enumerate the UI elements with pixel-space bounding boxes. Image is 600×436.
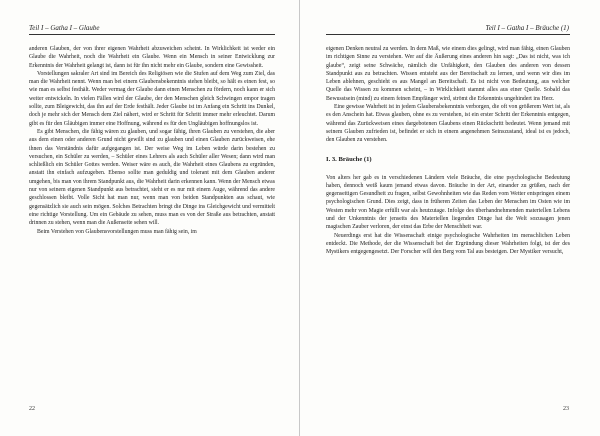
paragraph: Es gibt Menschen, die fähig wären zu glauben, und sogar fähig, ihren Glauben zu verstehen, die aber aus dem einen oder anderen Grund nicht gewillt sind zu glauben und einen Glauben zurückweisen, ehe ihnen das Verständnis dafür aufgegangen ist. Der weise Weg im Leben würde darin bestehen zu versuchen, ein Schüler zu werden, – Schüler eines Lehrers als auch Schüler aller Wesen; dann wird man schließlich ein Schüler Gottes werden. Weiser wäre es auch, die Wahrheit eines Glaubens zu ergründen, anstatt ihn einfach aufzugeben. Ebenso sollte man geduldig und tolerant mit dem Glauben anderer umgehen, bis man von ihrem Standpunkt aus, die Wahrheit darin erkennen kann. Wenn der Mensch etwas nur von seinem eigenen Standpunkt aus betrachtet, sieht er es nur mit einem Auge, während das andere geschlossen bleibt. Volle Sicht hat man nur, wenn man von beiden Standpunkten aus schaut, wie gegensätzlich sie auch sein mögen. Solches Betrachten bringt die Dinge ins Gleichgewicht und vermittelt eine richtige Vorstellung. Um ein Gebäude zu sehen, muss man es von der Straße aus betrachten, anstatt drinnen zu stehen, wenn man die Außenseite sehen will. <box>29 128 275 227</box>
header-rule-left <box>29 34 275 35</box>
running-head-right: Teil I – Gatha I – Bräuche (1) <box>485 24 569 32</box>
page-number-right: 23 <box>563 406 569 412</box>
section-heading: I. 3. Bräuche (1) <box>326 155 372 163</box>
running-head-left: Teil I – Gatha I – Glaube <box>29 24 100 32</box>
paragraph: eigenen Denken neutral zu werden. In dem Maß, wie einem dies gelingt, wird man fähig, einen Glauben im richtigen Sinne zu verstehen. Wer auf die Äußerung eines anderen hin sagt: „Das ist nicht, was ich glaube“, zeigt seine Schwäche, nämlich die Unfähigkeit, den Glauben des anderen von dessen Standpunkt aus zu betrachten. Wissen entsteht aus der Bereitschaft zu lernen, und wenn wir dies im Leben ablehnen, geschieht es aus Mangel an Bereitschaft. Es ist nicht von Bedeutung, aus welcher Quelle das Wissen zu kommen scheint, – in Wirklichkeit stammt alles aus einer Quelle. Sobald das Bewusstsein (mind) zu einem feinen Empfänger wird, strömt die Erkenntnis ungehindert ins Herz. <box>326 46 570 102</box>
right-page <box>300 0 600 436</box>
paragraph: anderen Glauben, der von ihrer eigenen Wahrheit abzuweichen scheint. In Wirklichkeit ist weder ein Glaube die Wahrheit, noch die Wahrheit ein Glaube. Wenn ein Mensch in seiner Entwicklung zur Erkenntnis der Wahrheit gelangt ist, dann ist für ihn nicht mehr ein Glaube, sondern eine Gewissheit. <box>29 46 275 69</box>
left-page-body <box>29 45 275 236</box>
paragraph: Von alters her gab es in verschiedenen Ländern viele Bräuche, die eine psychologische Bedeutung haben, dennoch weiß kaum jemand etwas davon. Bräuche in der Art, einander zu grüßen, nach der gegenseitigen Gesundheit zu fragen, selbst Gewohnheiten wie das Reden vom Wetter entspringen einem psychologischen Grund. Dies zeigt, dass in früheren Zeiten das Leben der Menschen im Osten wie im Westen mehr von Magie erfüllt war als heutzutage. Infolge des überhandnehmenden materiellen Lebens und der Unkenntnis der jenseits des Materiellen liegenden Dinge hat die Welt sozusagen jenen magischen Zauber verloren, der einst das Erbe der Menschheit war. <box>326 174 570 231</box>
page-number-left: 22 <box>29 406 35 412</box>
right-page-body <box>326 45 570 257</box>
header-rule-right <box>326 34 570 35</box>
paragraph: Eine gewisse Wahrheit ist in jedem Glaubensbekenntnis verborgen, die oft von größerem Wert ist, als es den Anschein hat. Etwas glauben, ohne es zu verstehen, ist ein erster Schritt der Erkenntnis entgegen, während das Zurückweisen eines dargebotenen Glaubens einen Rückschritt bedeutet. Wenn jemand mit seinem Glauben zufrieden ist, befindet er sich in einem angenehmen Seinszustand, ideal ist es jedoch, den Glauben zu verstehen. <box>326 104 570 144</box>
paragraph: Beim Verstehen von Glaubensvorstellungen muss man fähig sein, im <box>37 228 197 235</box>
paragraph: Vorstellungen sakraler Art sind im Bereich des Religiösen wie die Stufen auf dem Weg zum Ziel, das man die Wahrheit nennt. Wenn man bei einem Glaubensbekenntnis stehen bleibt, so hält es einen fest, so wie man es selbst festhält. Weder vermag der Glaube dann einen Menschen zu fördern, noch kann er sich weiter entwickeln. In vielen Fällen wird der Glaube, der den Menschen gleich Schwingen empor tragen sollte, zum Bleigewicht, das ihn auf der Erde festhält. Jeder Glaube ist im Anfang ein Schritt ins Dunkel, doch je mehr sich der Mensch dem Ziel nähert, wird er Schritt für Schritt immer mehr erleuchtet. Darum gibt es für den Gläubigen immer eine Hoffnung, während es für den Ungläubigen hoffnungslos ist. <box>29 70 275 127</box>
paragraph: Neuerdings erst hat die Wissenschaft einige psychologische Wahrheiten im menschlichen Leben entdeckt. Die Methode, der die Wissenschaft bei der Ergründung dieser Wahrheiten folgt, ist der des Mystikers entgegengesetzt. Der Forscher will den Berg vom Tal aus besteigen. Der Mystiker versucht, <box>326 232 570 256</box>
